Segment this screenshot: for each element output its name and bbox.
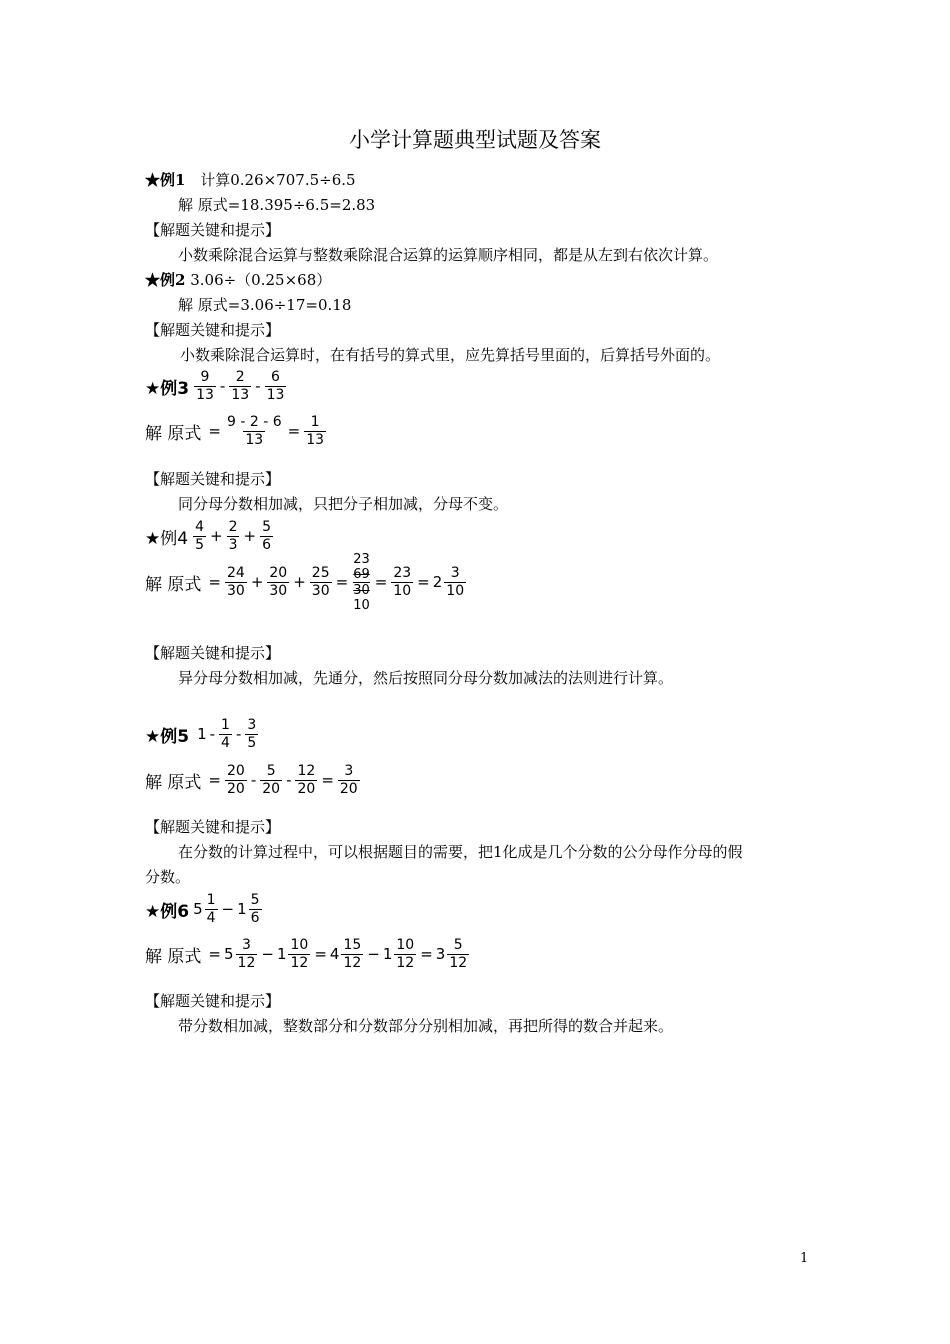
example-4-hint-heading: 【解题关键和提示】	[145, 644, 281, 662]
example-4-problem: ★例4 $\frac{4}{5}$ + $\frac{2}{3}$ + $\frac{5}{6}$	[145, 518, 271, 553]
example-2-hint-heading: 【解题关键和提示】	[145, 321, 281, 339]
solve-label: 解 原式	[145, 423, 202, 444]
example-1-hint: 小数乘除混合运算与整数乘除混合运算的运算顺序相同，都是从左到右依次计算。	[178, 246, 719, 264]
example-5-label: ★例5	[145, 726, 190, 747]
example-5-hint-line-1: 在分数的计算过程中，可以根据题目的需要，把1化成是几个分数的公分母作分母的假	[178, 843, 743, 861]
example-6-hint: 带分数相加减，整数部分和分数部分分别相加减，再把所得的数合并起来。	[178, 1017, 674, 1035]
fraction: $\frac{12}{20}$	[297, 762, 316, 797]
fraction: $\frac{6}{13}$	[266, 368, 285, 403]
example-4-hint: 异分母分数相加减，先通分，然后按照同分母分数加减法的法则进行计算。	[178, 669, 674, 687]
solve-label: 解 原式	[145, 574, 202, 595]
example-6-problem: ★例6 5 $\frac{1}{4}$ − 1 $\frac{5}{6}$	[145, 884, 263, 934]
example-3-problem: ★例3 $\frac{9}{13}$ - $\frac{2}{13}$ - $\frac{6}{13}$	[145, 368, 285, 403]
fraction: $\frac{9}{13}$	[196, 368, 214, 403]
mixed-number: 5 $\frac{1}{4}$	[193, 891, 216, 926]
example-4-solution: 解 原式 = $\frac{24}{30}$ + $\frac{20}{30}$ + $\frac{25}{30}$ = 23 69 30 10 = $\frac{23}{10}$ = 2 $\frac{3}{10}$	[145, 545, 467, 619]
fraction: $\frac{5}{20}$	[262, 762, 281, 797]
example-6-label: ★例6	[145, 901, 190, 922]
mixed-number: 4 $\frac{15}{12}$	[329, 936, 362, 971]
fraction: $\frac{2}{13}$	[231, 368, 250, 403]
example-1-label: ★例1	[145, 171, 186, 189]
example-6-hint-heading: 【解题关键和提示】	[145, 992, 281, 1010]
example-3-label: ★例3	[145, 378, 190, 399]
fraction: $\frac{3}{5}$	[247, 716, 257, 751]
example-3-hint: 同分母分数相加减，只把分子相加减，分母不变。	[178, 495, 509, 513]
example-1-solution: 解 原式=18.395÷6.5=2.83	[178, 196, 376, 214]
mixed-number: 2 $\frac{3}{10}$	[432, 564, 465, 599]
example-4-label: ★例4	[145, 528, 189, 549]
mixed-number: 3 $\frac{5}{12}$	[435, 936, 468, 971]
example-5-hint-line-2: 分数。	[145, 868, 191, 886]
example-2-hint: 小数乘除混合运算时，在有括号的算式里，应先算括号里面的，后算括号外面的。	[180, 346, 721, 364]
example-1-problem	[145, 169, 356, 190]
fraction: $\frac{5}{6}$	[262, 518, 271, 553]
example-2-label: ★例2	[145, 271, 186, 289]
example-3-solution: 解 原式 = $\frac{9 - 2 - 6}{13}$ = $\frac{1}{13}$	[145, 413, 325, 448]
mixed-number: 5 $\frac{3}{12}$	[223, 936, 256, 971]
mixed-number: 1 $\frac{10}{12}$	[276, 936, 309, 971]
example-1-hint-heading: 【解题关键和提示】	[145, 221, 281, 239]
example-5-problem: ★例5 1 - $\frac{1}{4}$ - $\frac{3}{5}$	[145, 716, 257, 751]
fraction: $\frac{2}{3}$	[228, 518, 238, 553]
example-5-solution: 解 原式 = $\frac{20}{20}$ - $\frac{5}{20}$ - $\frac{12}{20}$ = $\frac{3}{20}$	[145, 762, 358, 797]
fraction: $\frac{1}{4}$	[221, 716, 230, 751]
example-5-hint-heading: 【解题关键和提示】	[145, 818, 281, 836]
solve-label: 解 原式	[145, 946, 202, 967]
example-2-solution: 解 原式=3.06÷17=0.18	[178, 296, 352, 314]
fraction: $\frac{9 - 2 - 6}{13}$	[226, 413, 282, 448]
page-number: 1	[800, 1251, 809, 1266]
example-6-solution: 解 原式 = 5 $\frac{3}{12}$ − 1 $\frac{10}{12}$ = 4 $\frac{15}{12}$ − 1 $\frac{10}{12}$ = 3 $\frac{5}{12}$	[145, 929, 470, 979]
fraction: $\frac{20}{20}$	[226, 762, 245, 797]
page-title: 小学计算题典型试题及答案	[349, 128, 601, 152]
mixed-number: 1 $\frac{5}{6}$	[237, 891, 260, 926]
fraction: $\frac{3}{20}$	[339, 762, 358, 797]
fraction: $\frac{23}{10}$	[393, 564, 412, 599]
fraction: $\frac{24}{30}$	[226, 564, 245, 599]
reduced-fraction: 23 69 30 10	[353, 551, 370, 613]
example-2-problem	[145, 269, 331, 290]
fraction: $\frac{20}{30}$	[269, 564, 288, 599]
mixed-number: 1 $\frac{10}{12}$	[382, 936, 415, 971]
solve-label: 解 原式	[145, 772, 202, 793]
fraction: $\frac{1}{13}$	[306, 413, 325, 448]
fraction: $\frac{25}{30}$	[311, 564, 330, 599]
fraction: $\frac{4}{5}$	[195, 518, 204, 553]
example-1-expression: 计算0.26×707.5÷6.5	[200, 171, 356, 189]
example-2-expression: 3.06÷（0.25×68）	[190, 271, 332, 289]
example-3-hint-heading: 【解题关键和提示】	[145, 470, 281, 488]
